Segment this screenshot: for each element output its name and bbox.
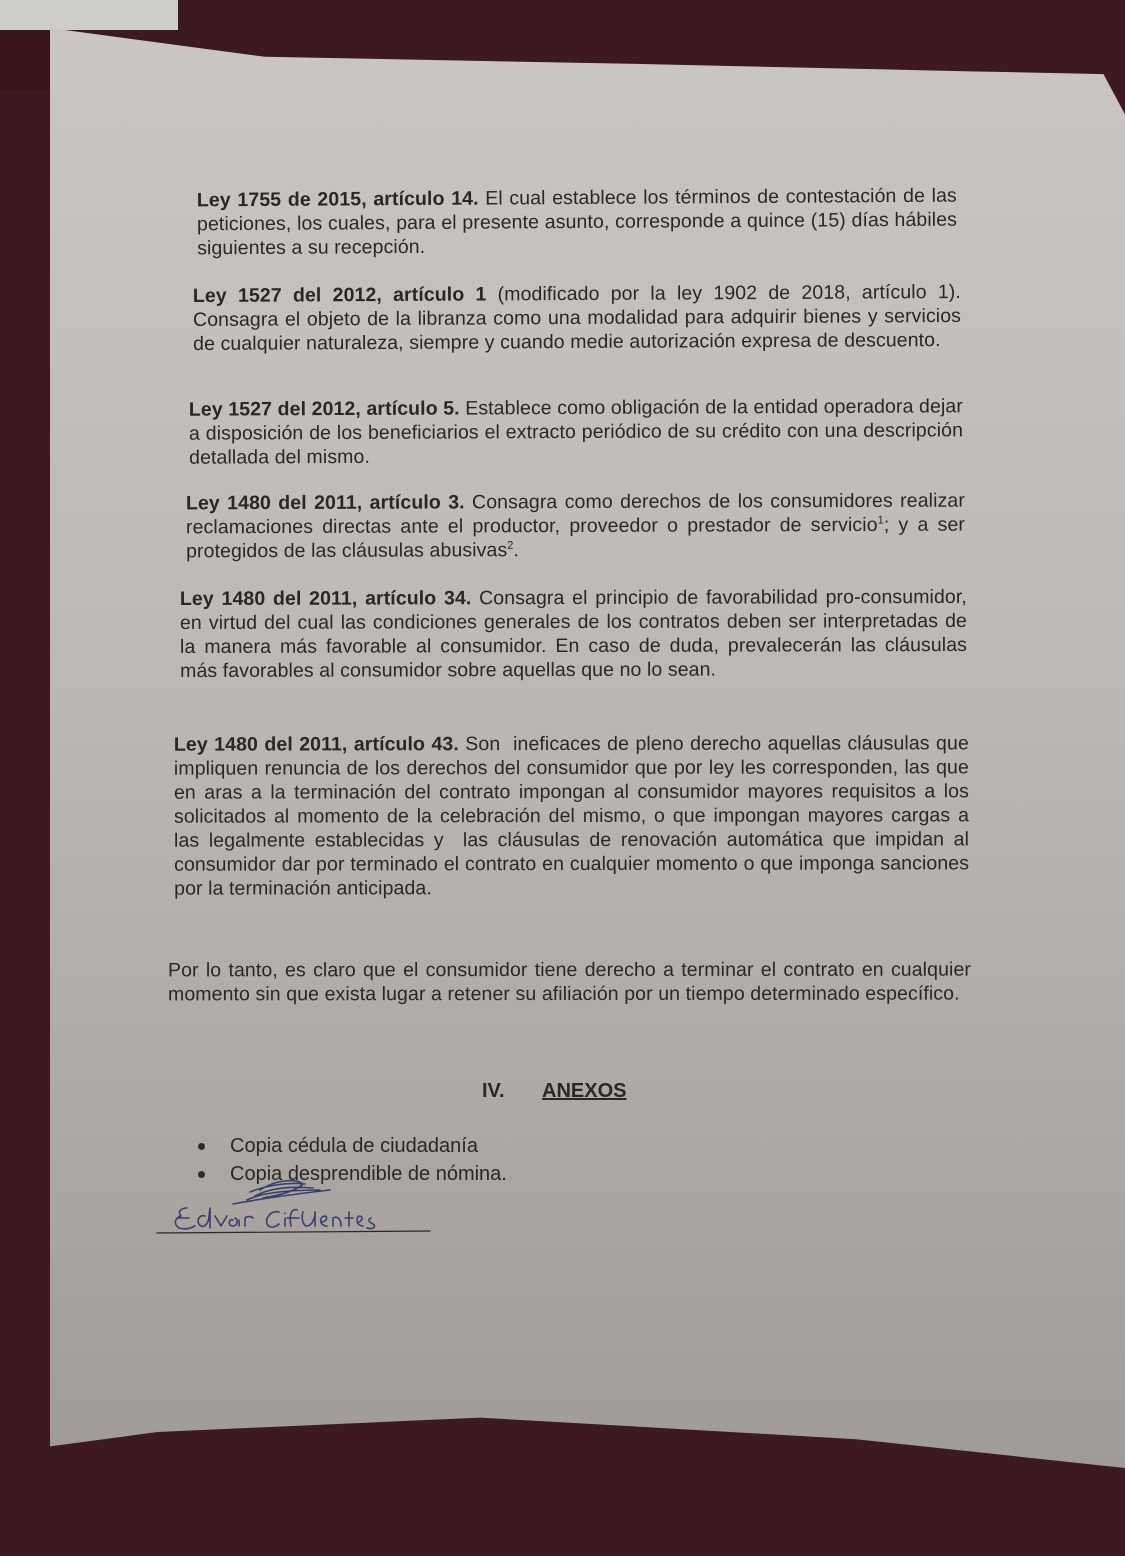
paragraph-ley-1480-art-43 bbox=[173, 731, 975, 900]
paragraph-text: ; y a ser protegidos de las cláusulas abusivas bbox=[186, 513, 966, 563]
signature-edvar bbox=[175, 1208, 253, 1229]
law-reference: Ley 1527 del 2012, artículo 5. bbox=[188, 397, 460, 421]
paragraph-text: Consagra como derechos de los consumidores realizar reclamaciones directas ante el productor, proveedor o prestador de servicio bbox=[185, 489, 965, 539]
bullet-icon bbox=[198, 1143, 205, 1150]
footnote-ref-1: 1 bbox=[877, 514, 884, 527]
signature-flourish bbox=[233, 1181, 330, 1204]
law-reference: Ley 1480 del 2011, artículo 34. bbox=[179, 587, 472, 611]
annex-item-text: Copia cédula de ciudadanía bbox=[230, 1135, 478, 1157]
paragraph-text: Son ineficaces de pleno derecho aquellas cláusulas que impliquen renuncia de los derechos del consumidor que por ley les corresponden, las que en aras a la terminación del contrato impongan al consumidor mayores requisitos a los solicitados al momento de la celebración del mismo, o que impongan mayores cargas a las legalmente establecidas y las cláusulas de renovación automática que impidan al consumidor dar por terminado el contrato en cualquier momento o que imponga sanciones por la terminación anticipada. bbox=[173, 732, 975, 900]
signature-cifuentes bbox=[267, 1210, 375, 1229]
section-title: ANEXOS bbox=[542, 1080, 627, 1102]
paragraph-text: . bbox=[513, 539, 520, 562]
paragraph-text: Establece como obligación de la entidad operadora dejar a disposición de los beneficiarios el extracto periódico de su crédito con una descripción detallada del mismo. bbox=[188, 395, 964, 469]
paragraph-text: Por lo tanto, es claro que el consumidor tiene derecho a terminar el contrato en cualquier momento sin que exista lugar a retener su afiliación por un tiempo determinado específico. bbox=[167, 958, 971, 1006]
paragraph-text: Consagra el principio de favorabilidad pro-consumidor, en virtud del cual las condiciones generales de los contratos deben ser interpretadas de la manera más favorable al consumidor. En caso de duda, prevalecerán las cláusulas más favorables al consumidor sobre aquellas que no lo sean. bbox=[179, 585, 968, 683]
paragraph-ley-1527-art-1 bbox=[193, 280, 961, 356]
list-item bbox=[196, 1132, 507, 1160]
law-reference: Ley 1755 de 2015, artículo 14. bbox=[196, 187, 479, 212]
paragraph-conclusion bbox=[168, 958, 971, 1007]
bullet-icon bbox=[198, 1171, 205, 1178]
annex-item-text: Copia desprendible de nómina. bbox=[230, 1163, 507, 1185]
paragraph-ley-1480-art-34 bbox=[180, 585, 967, 683]
paragraph-ley-1527-art-5 bbox=[189, 394, 963, 469]
section-heading-anexos bbox=[482, 1080, 626, 1103]
paragraph-text: El cual establece los términos de contestación de las peticiones, los cuales, para el presente asunto, corresponde a quince (15) días hábiles siguientes a su recepción. bbox=[196, 184, 958, 260]
law-reference: Ley 1480 del 2011, artículo 3. bbox=[185, 491, 465, 515]
signature-line bbox=[157, 1231, 430, 1233]
section-number: IV. bbox=[482, 1080, 505, 1102]
law-reference: Ley 1527 del 2012, artículo 1 bbox=[192, 283, 487, 308]
law-reference: Ley 1480 del 2011, artículo 43. bbox=[173, 733, 459, 756]
paragraph-text: (modificado por la ley 1902 de 2018, artículo 1). Consagra el objeto de la libranza como una modalidad para adquirir bienes y servicios de cualquier naturaleza, siempre y cuando medie autorización expresa de descuento. bbox=[192, 280, 962, 356]
handwritten-signature bbox=[155, 1178, 435, 1238]
footnote-ref-2: 2 bbox=[507, 539, 514, 552]
paragraph-ley-1755-art-14 bbox=[197, 184, 957, 261]
paragraph-ley-1480-art-3 bbox=[186, 489, 965, 564]
